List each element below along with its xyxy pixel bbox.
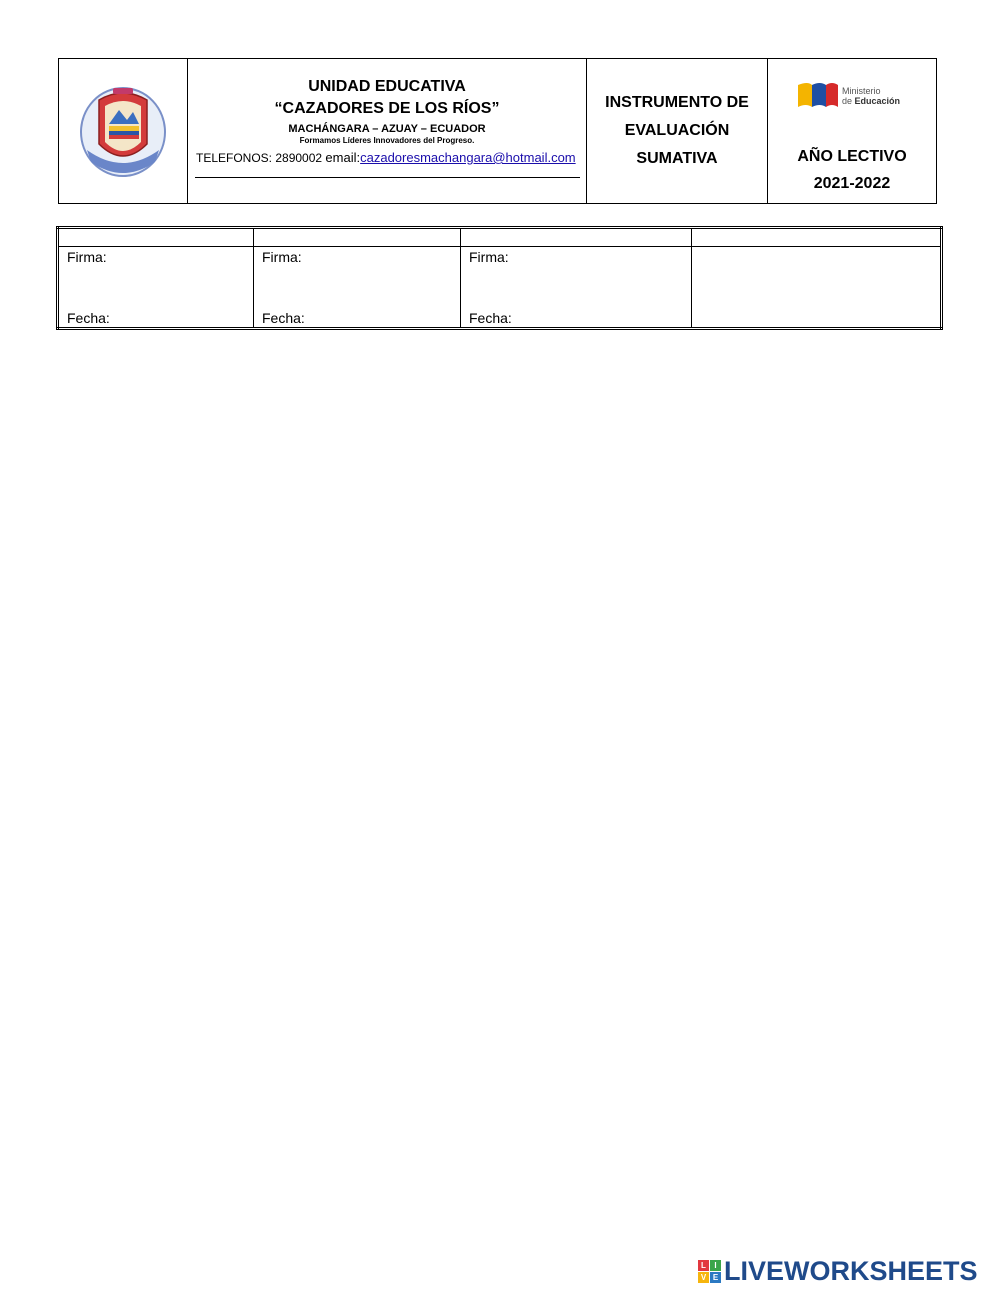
liveworksheets-icon (698, 1260, 721, 1283)
document-header (58, 58, 937, 204)
firma-label: Firma: (262, 249, 302, 265)
fecha-label: Fecha: (67, 310, 110, 326)
school-crest-icon (77, 80, 169, 182)
instrument-line2: EVALUACIÓN (624, 122, 730, 139)
email-label: email: (325, 150, 361, 165)
brand-icon-letter: E (710, 1272, 721, 1283)
school-location: MACHÁNGARA – AZUAY – ECUADOR (288, 123, 486, 135)
email-link[interactable]: cazadoresmachangara@hotmail.com (360, 150, 576, 165)
signature-cell-3[interactable] (461, 247, 692, 329)
school-contact (188, 150, 586, 165)
fecha-label: Fecha: (262, 310, 305, 326)
signature-table (56, 226, 943, 330)
brand-icon-letter: I (710, 1260, 721, 1271)
school-motto: Formamos Líderes Innovadores del Progreso. (299, 136, 475, 145)
firma-label: Firma: (67, 249, 107, 265)
instrument-line1: INSTRUMENTO DE (605, 94, 749, 111)
school-name-line2: “CAZADORES DE LOS RÍOS” (274, 100, 500, 117)
school-crest-cell (59, 59, 188, 203)
signature-cell-4[interactable] (692, 247, 942, 329)
ministry-logo (798, 81, 900, 111)
instrument-cell (587, 59, 768, 203)
brand-name: LIVEWORKSHEETS (724, 1256, 978, 1286)
ministry-line1: Ministerio (842, 86, 881, 96)
signature-header-cell (58, 228, 254, 247)
year-label: AÑO LECTIVO (797, 148, 907, 165)
school-year (768, 143, 936, 197)
instrument-line3: SUMATIVA (636, 150, 718, 167)
ministry-flag-icon (798, 81, 838, 111)
instrument-title (605, 89, 749, 173)
school-info-cell (188, 59, 587, 203)
header-divider (195, 177, 580, 178)
brand-icon-letter: V (698, 1272, 709, 1283)
signature-header-cell (254, 228, 461, 247)
brand-icon-letter: L (698, 1260, 709, 1271)
liveworksheets-brand[interactable] (698, 1256, 978, 1287)
signature-cell-2[interactable] (254, 247, 461, 329)
signature-header-row (58, 228, 942, 247)
phone-text: TELEFONOS: 2890002 (196, 151, 323, 165)
firma-label: Firma: (469, 249, 509, 265)
signature-cell-1[interactable] (58, 247, 254, 329)
school-name-line1: UNIDAD EDUCATIVA (308, 78, 466, 95)
year-value: 2021-2022 (813, 175, 891, 192)
fecha-label: Fecha: (469, 310, 512, 326)
signature-row (58, 247, 942, 329)
year-cell (768, 59, 936, 203)
ministry-education: Educación (854, 96, 901, 106)
ministry-text (842, 86, 900, 106)
signature-header-cell (461, 228, 692, 247)
ministry-line2: de Educación (842, 96, 901, 106)
signature-header-cell (692, 228, 942, 247)
